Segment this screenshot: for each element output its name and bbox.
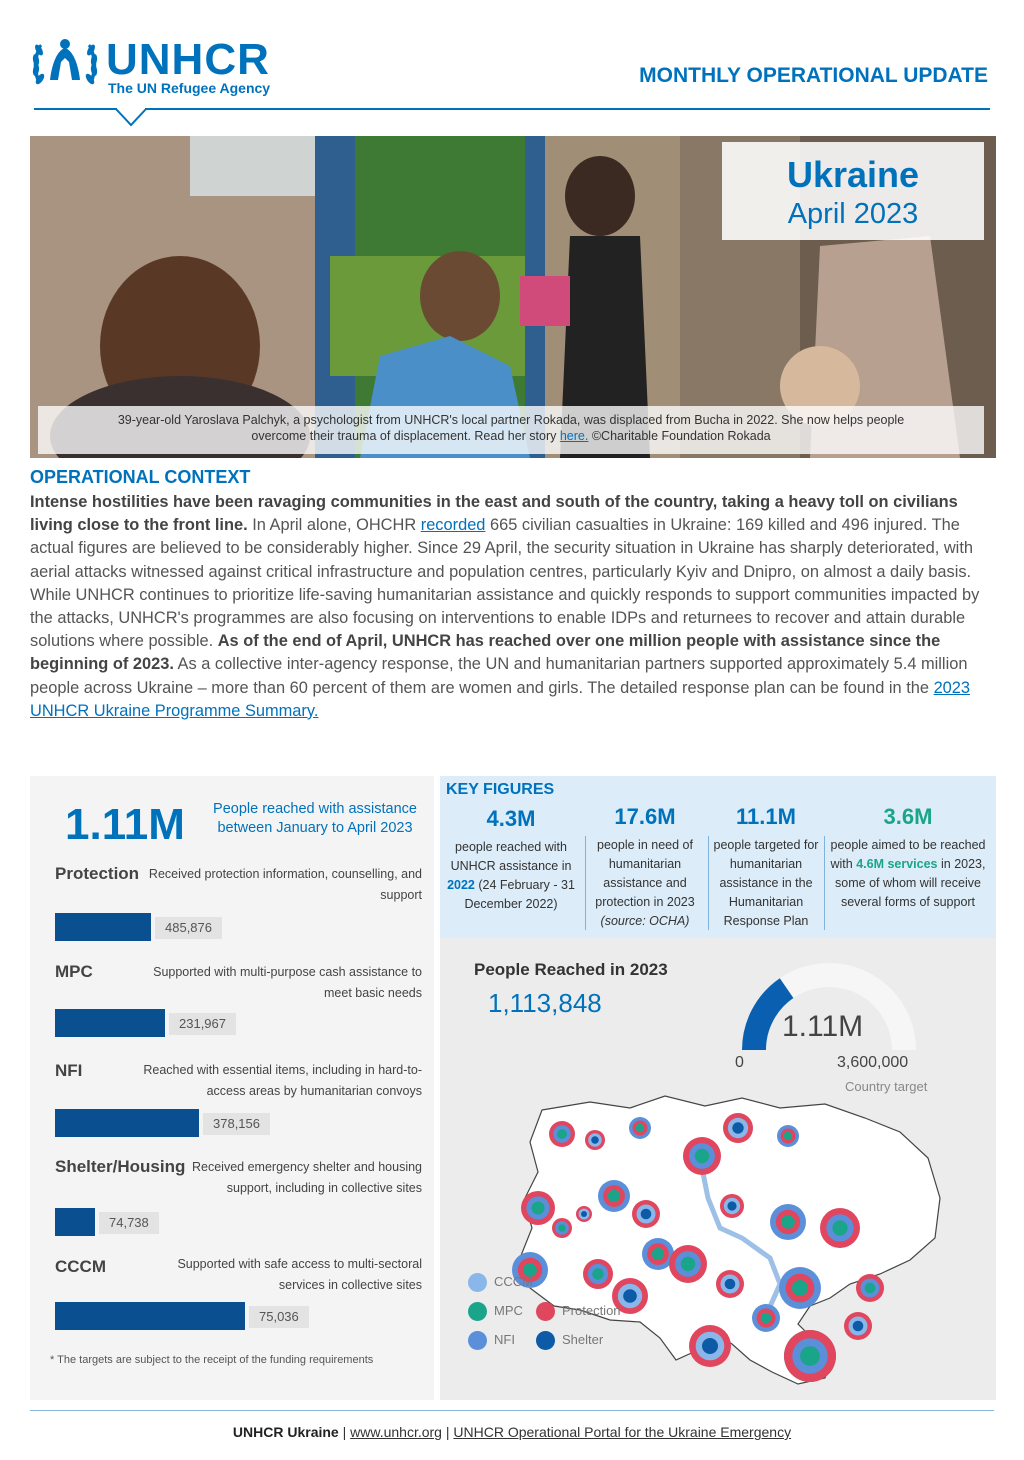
legend-dot-shelter — [536, 1331, 555, 1350]
map-marker-ring — [727, 1201, 736, 1210]
legend-label: NFI — [494, 1332, 515, 1347]
legend-dot-protection — [536, 1302, 555, 1321]
legend-dot-mpc — [468, 1302, 487, 1321]
targets-footnote: * The targets are subject to the receipt of the funding requirements — [50, 1354, 374, 1366]
hero-photo — [30, 136, 996, 458]
key-figure-text: people reached with UNHCR assistance in 2022 (24 February - 31 December 2022) — [447, 840, 575, 911]
map-marker-ring — [641, 1209, 652, 1220]
sector-bar — [55, 1208, 95, 1236]
sector-desc: Supported with safe access to multi-sectoral services in collective sites — [177, 1257, 422, 1292]
gauge-target-label: Country target — [845, 1079, 928, 1094]
key-figure-text: people targeted for humanitarian assistance in the Humanitarian Response Plan — [713, 838, 819, 928]
sector-value: 75,036 — [249, 1306, 309, 1328]
ohchr-recorded-link[interactable]: recorded — [420, 516, 486, 535]
map-marker-ring — [532, 1202, 545, 1215]
map-marker-ring — [702, 1338, 718, 1354]
legend-label: Protection — [562, 1303, 621, 1318]
sector-panel — [30, 776, 434, 1400]
legend-label: Shelter — [562, 1332, 604, 1347]
map-marker-ring — [557, 1129, 567, 1139]
context-text: As a collective inter-agency response, the UN and humanitarian partners supported approximately 5.4 million people across Ukraine – more than 60 percent of them are women and girls. The detailed response plan can be found in the — [30, 655, 968, 697]
reach-value: 1,113,848 — [488, 988, 602, 1018]
map-marker-ring — [591, 1136, 599, 1144]
map-marker-ring — [792, 1280, 808, 1296]
page-title: Ukraine — [786, 154, 920, 195]
key-figures-panel — [440, 776, 996, 938]
caption-story-link[interactable]: here. — [559, 429, 589, 443]
legend-dot-nfi — [468, 1331, 487, 1350]
gauge-value: 1.11M — [782, 1010, 864, 1043]
footer-org: UNHCR Ukraine — [232, 1424, 339, 1440]
document-type: MONTHLY OPERATIONAL UPDATE — [639, 64, 988, 87]
key-figure — [588, 806, 702, 931]
map-marker-ring — [581, 1211, 587, 1217]
footer-divider — [30, 1410, 994, 1411]
caption-credit: ©Charitable Foundation Rokada — [588, 429, 771, 443]
key-figure-divider — [585, 836, 586, 930]
map-marker-ring — [695, 1149, 709, 1163]
map-marker-ring — [636, 1124, 644, 1132]
key-figure — [710, 806, 822, 931]
map-marker-ring — [608, 1190, 620, 1202]
total-reached-desc: People reached with assistance between January to April 2023 — [213, 801, 417, 836]
context-text: While UNHCR continues to prioritize life-saving humanitarian assistance and quickly responds to support communities impacted by the attacks, UNHCR's programmes are also focusing on interventions to enable IDPs and returnees to recover and attain durable solutions where possible. — [30, 585, 980, 651]
key-figure-number: 3.6M — [883, 804, 933, 829]
context-text: In April alone, OHCHR — [247, 516, 421, 535]
key-figure-text: people aimed to be reached with 4.6M services in 2023, some of whom will receive several forms of support — [830, 838, 986, 909]
key-figure-divider — [708, 836, 709, 930]
sector-bar — [55, 1009, 165, 1037]
section-heading-context: OPERATIONAL CONTEXT — [30, 467, 251, 487]
map-marker-ring — [784, 1132, 792, 1140]
page-header — [0, 0, 1024, 130]
key-figure — [444, 806, 578, 914]
sector-value: 74,738 — [99, 1212, 159, 1234]
key-figure-number: 11.1M — [736, 804, 796, 829]
logo-tagline: The UN Refugee Agency — [108, 80, 271, 96]
map-marker-ring — [832, 1220, 847, 1235]
key-figure-divider — [824, 836, 825, 930]
logo-wordmark: UNHCR — [106, 35, 270, 84]
sector-name: Shelter/Housing — [55, 1157, 186, 1176]
map-marker-ring — [853, 1321, 864, 1332]
sector-name: Protection — [55, 864, 140, 883]
context-text: 665 civilian casualties in Ukraine: 169 killed and 496 injured. The actual figures are believed to be considerably higher. Since 29 April, the security situation in Ukraine has sharply deteriorated, with aerial attacks witnessed against critical infrastructure and population centres, particularly Kyiv and Dnipro, on almost a daily basis. — [30, 516, 973, 581]
programme-summary-link[interactable]: 2023 UNHCR Ukraine Programme Summary. — [30, 678, 971, 720]
people-reached-panel — [440, 938, 996, 1400]
map-marker-ring — [781, 1215, 795, 1229]
sector-value: 378,156 — [203, 1113, 270, 1135]
footer-separator: | — [441, 1424, 454, 1440]
key-figure-text: people in need of humanitarian assistance and protection in 2023 (source: OCHA) — [595, 838, 695, 928]
gauge-min: 0 — [735, 1054, 744, 1071]
sector-name: NFI — [55, 1061, 83, 1080]
caption-text: 39-year-old Yaroslava Palchyk, a psychologist from UNHCR's local partner Rokada, was displaced from Bucha in 2022. She now helps people overcome their trauma of displacement. Read her story — [117, 413, 905, 443]
page-footer — [0, 1424, 1024, 1440]
unhcr-emblem-icon — [30, 36, 100, 96]
sector-desc: Supported with multi-purpose cash assistance to meet basic needs — [153, 965, 422, 1000]
photo-caption — [38, 406, 984, 454]
section-heading-key-figures: KEY FIGURES — [446, 781, 555, 798]
legend-label: MPC — [494, 1303, 523, 1318]
header-notch-icon — [114, 107, 148, 129]
map-marker-ring — [652, 1248, 664, 1260]
reach-title: People Reached in 2023 — [474, 960, 668, 979]
footer-separator: | — [338, 1424, 351, 1440]
map-marker-ring — [761, 1313, 772, 1324]
unhcr-website-link[interactable]: www.unhcr.org — [350, 1424, 442, 1440]
key-figure-number: 4.3M — [486, 806, 536, 831]
legend-dot-cccm — [468, 1273, 487, 1292]
header-divider — [34, 108, 990, 110]
map-marker-ring — [732, 1122, 743, 1133]
operational-portal-link[interactable]: UNHCR Operational Portal for the Ukraine Emergency — [453, 1424, 792, 1440]
map-marker-ring — [681, 1257, 695, 1271]
sector-bar — [55, 913, 151, 941]
map-marker-ring — [623, 1289, 637, 1303]
title-box — [722, 142, 984, 240]
sector-name: CCCM — [55, 1257, 106, 1276]
sector-desc: Received protection information, counselling, and support — [148, 867, 422, 902]
map-marker-ring — [592, 1268, 603, 1279]
map-marker-ring — [725, 1279, 736, 1290]
map-marker-ring — [865, 1283, 876, 1294]
total-reached: 1.11M — [65, 800, 185, 849]
sector-name: MPC — [55, 962, 93, 981]
key-figure — [828, 806, 988, 912]
sector-bar — [55, 1302, 245, 1330]
key-figure-number: 17.6M — [614, 804, 676, 829]
legend-label: CCCM — [494, 1274, 533, 1289]
gauge-max: 3,600,000 — [837, 1054, 909, 1071]
page-subtitle: April 2023 — [787, 198, 919, 230]
sector-bar — [55, 1109, 199, 1137]
sector-value: 231,967 — [169, 1013, 236, 1035]
sector-desc: Received emergency shelter and housing support, including in collective sites — [192, 1160, 422, 1195]
context-highlight: As of the end of April, UNHCR has reached over one million people with assistance since the beginning of 2023. — [30, 632, 941, 674]
context-lead: Intense hostilities have been ravaging communities in the east and south of the country, taking a heavy toll on civilians living close to the front line. — [30, 493, 958, 535]
context-body — [30, 491, 996, 723]
map-marker-ring — [800, 1346, 820, 1366]
sector-desc: Reached with essential items, including in hard-to-access areas by humanitarian convoys — [143, 1063, 422, 1098]
map-marker-ring — [558, 1224, 566, 1232]
sector-value: 485,876 — [155, 917, 222, 939]
